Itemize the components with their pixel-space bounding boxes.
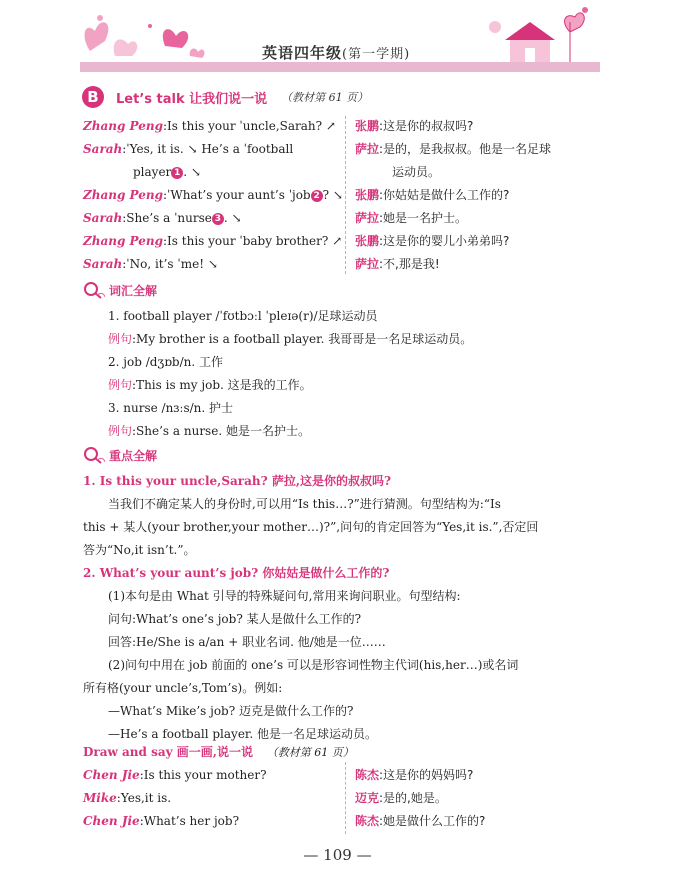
translation-line: 萨拉:是的，是我叔叔。他是一名足球 [355, 142, 552, 156]
magnifier-icon [83, 281, 105, 299]
translation-line: 陈杰:这是你的妈妈吗? [355, 768, 474, 782]
vocab-line: 3. nurse /nɜːs/n. 护士 [108, 401, 234, 415]
paragraph-line: —He’s a football player. 他是一名足球运动员。 [108, 727, 377, 741]
keypoints-heading: 重点全解 [83, 446, 157, 464]
translation-line: 萨拉:不,那是我! [355, 257, 440, 271]
vocab-example: 例句:My brother is a football player. 我哥哥是一名足球运动员。 [108, 332, 473, 346]
paragraph-line: this + 某人(your brother,your mother…)?”,问句的肯定回答为“Yes,it is.”,否定回 [83, 520, 539, 534]
page-header [0, 0, 675, 80]
dialog-line: Sarah:ˈNo, it’s ˈme! ↘ [83, 257, 218, 271]
dialog-line: Zhang Peng:ˈWhat’s your aunt’s ˈjob 2 ? ↘ [83, 188, 343, 202]
dialog-line: Mike:Yes,it is. [83, 791, 172, 805]
paragraph-line: 问句:What’s one’s job? 某人是做什么工作的? [108, 612, 362, 626]
page-number: — 109 — [303, 846, 372, 864]
vocab-example: 例句:This is my job. 这是我的工作。 [108, 378, 312, 392]
dialog-line: Zhang Peng:Is this your ˈuncle,Sarah? ↗ [83, 119, 336, 133]
paragraph-line: (2)问句中用在 job 前面的 one’s 可以是形容词性物主代词(his,her…)或名词 [108, 658, 519, 672]
keypoint-title: 1. Is this your uncle,Sarah? 萨拉,这是你的叔叔吗? [83, 474, 392, 488]
paragraph-line: 当我们不确定某人的身份时,可以用“Is this…?”进行猜测。句型结构为:“Is [108, 497, 501, 511]
translation-line: 萨拉:她是一名护士。 [355, 211, 468, 225]
note-marker: 1 [171, 167, 183, 179]
book-title: 英语四年级(第一学期) [262, 44, 411, 62]
dialog-line: Chen Jie:Is this your mother? [83, 768, 267, 782]
paragraph-line: 所有格(your uncle’s,Tom’s)。例如: [83, 681, 283, 695]
vocab-heading: 词汇全解 [83, 281, 157, 299]
magnifier-icon [83, 446, 105, 464]
paragraph-line: —What’s Mike’s job? 迈克是做什么工作的? [108, 704, 354, 718]
section-title: Let’s talk 让我们说一说 [116, 91, 268, 107]
dialog-line: player 1 . ↘ [133, 165, 201, 179]
translation-line: 张鹏:这是你的叔叔吗? [355, 119, 474, 133]
header-band [80, 62, 600, 72]
dialog-line: Sarah:ˈYes, it is. ↘ He’s a ˈfootball [83, 142, 294, 156]
vocab-example: 例句:She’s a nurse. 她是一名护士。 [108, 424, 310, 438]
vocab-line: 1. football player /ˈfʊtbɔːl ˈpleɪə(r)/足球运动员 [108, 309, 378, 323]
translation-line: 张鹏:你姑姑是做什么工作的? [355, 188, 510, 202]
keypoint-title: 2. What’s your aunt’s job? 你姑姑是做什么工作的? [83, 566, 390, 580]
paragraph-line: 回答:He/She is a/an + 职业名词. 他/她是一位…… [108, 635, 386, 649]
textbook-reference: （教材第 61 页） [281, 91, 369, 104]
note-marker: 3 [212, 213, 224, 225]
vocab-line: 2. job /dʒɒb/n. 工作 [108, 355, 223, 369]
translation-line: 张鹏:这是你的婴儿小弟弟吗? [355, 234, 510, 248]
note-marker: 2 [311, 190, 323, 202]
draw-say-heading: Draw and say 画一画,说一说 （教材第 61 页） [83, 745, 354, 759]
translation-line: 陈杰:她是做什么工作的? [355, 814, 486, 828]
column-divider [345, 762, 347, 834]
section-b-heading [82, 86, 368, 108]
translation-line: 迈克:是的,她是。 [355, 791, 447, 805]
translation-line: 运动员。 [392, 165, 441, 179]
column-divider [345, 116, 347, 274]
dialog-line: Zhang Peng:Is this your ˈbaby brother? ↗ [83, 234, 343, 248]
dialog-line: Sarah:She’s a ˈnurse 3 . ↘ [83, 211, 242, 225]
paragraph-line: 答为“No,it isn’t.”。 [83, 543, 196, 557]
section-badge: B [82, 86, 104, 108]
dialog-line: Chen Jie:What’s her job? [83, 814, 239, 828]
paragraph-line: (1)本句是由 What 引导的特殊疑问句,常用来询问职业。句型结构: [108, 589, 461, 603]
